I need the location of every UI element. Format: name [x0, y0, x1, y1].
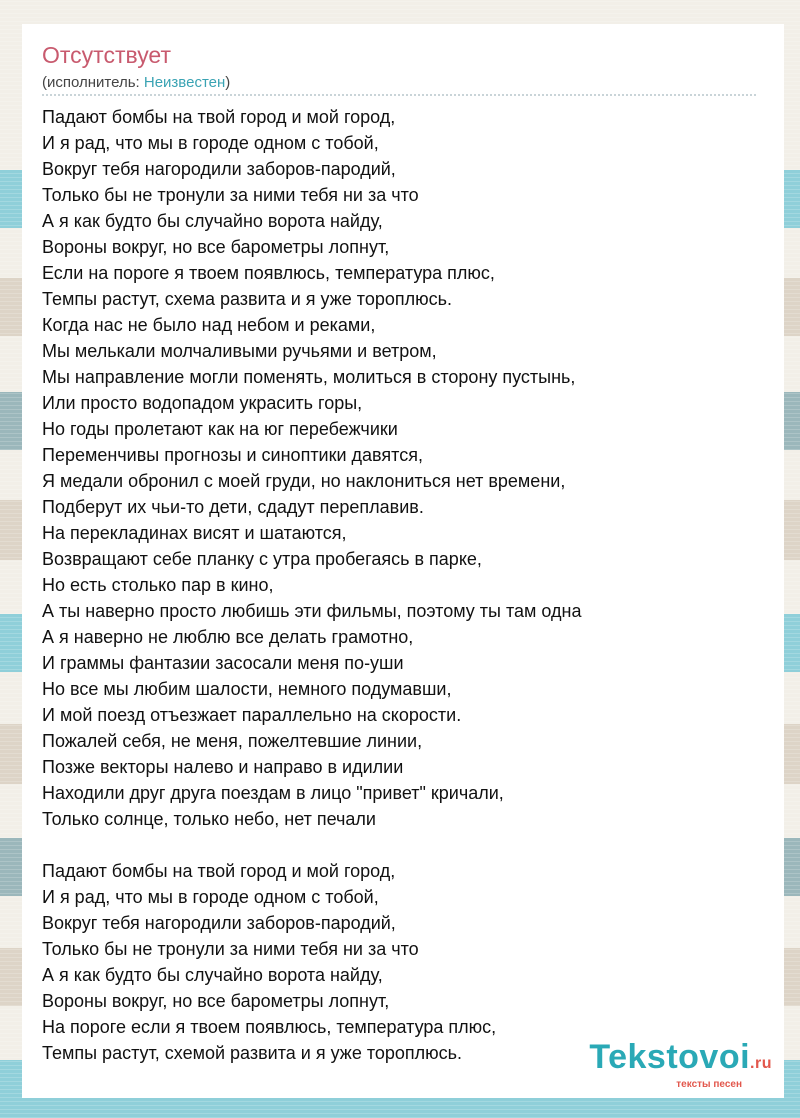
title-divider — [42, 94, 756, 96]
lyric-line: Темпы растут, схема развита и я уже тороплюсь. — [42, 289, 452, 309]
performer-link[interactable]: Неизвестен — [143, 74, 226, 91]
song-title: Отсутствует — [42, 42, 171, 68]
lyric-line: Подберут их чьи-то дети, сдадут переплавив. — [42, 497, 424, 517]
lyric-line: Только бы не тронули за ними тебя ни за что — [42, 185, 419, 205]
lyric-line: А ты наверно просто любишь эти фильмы, поэтому ты там одна — [42, 601, 582, 621]
lyric-line: И я рад, что мы в городе одном с тобой, — [42, 133, 379, 153]
lyric-line: И мой поезд отъезжает параллельно на скорости. — [42, 705, 462, 725]
performer-prefix: (исполнитель: — [42, 74, 144, 91]
lyric-line: Вороны вокруг, но все барометры лопнут, — [42, 237, 390, 257]
lyric-line: Позже векторы налево и направо в идилии — [42, 757, 404, 777]
lyric-line: Но все мы любим шалости, немного подумавши, — [42, 679, 452, 699]
lyric-line: Только бы не тронули за ними тебя ни за что — [42, 939, 419, 959]
lyric-line: Мы мелькали молчаливыми ручьями и ветром, — [42, 341, 437, 361]
lyric-line: Темпы растут, схемой развита и я уже тороплюсь. — [42, 1043, 463, 1063]
lyric-line: А я как будто бы случайно ворота найду, — [42, 965, 383, 985]
lyric-line: Когда нас не было над небом и реками, — [42, 315, 376, 335]
lyric-line: А я наверно не люблю все делать грамотно, — [42, 627, 414, 647]
lyric-line: Или просто водопадом украсить горы, — [42, 393, 363, 413]
lyrics-text — [42, 104, 762, 1066]
lyric-line: Вокруг тебя нагородили заборов-пародий, — [42, 159, 396, 179]
performer-line — [42, 74, 230, 91]
lyric-line: Переменчивы прогнозы и синоптики давятся, — [42, 445, 423, 465]
lyric-line: Падают бомбы на твой город и мой город, — [42, 107, 396, 127]
logo-tld: .ru — [750, 1055, 772, 1072]
lyric-line: На перекладинах висят и шатаются, — [42, 523, 347, 543]
lyric-line: Только солнце, только небо, нет печали — [42, 809, 376, 829]
lyric-line: Но годы пролетают как на юг перебежчики — [42, 419, 398, 439]
lyrics-card — [22, 24, 784, 1098]
lyric-line: Вороны вокруг, но все барометры лопнут, — [42, 991, 390, 1011]
site-logo[interactable] — [589, 1040, 772, 1090]
lyric-line: Находили друг друга поездам в лицо "привет" кричали, — [42, 783, 504, 803]
lyric-line: Я медали обронил с моей груди, но наклониться нет времени, — [42, 471, 566, 491]
lyric-line: Но есть столько пар в кино, — [42, 575, 274, 595]
lyric-line: И граммы фантазии засосали меня по-уши — [42, 653, 404, 673]
lyric-line: Если на пороге я твоем появлюсь, температура плюс, — [42, 263, 495, 283]
lyric-line: Возвращают себе планку с утра пробегаясь в парке, — [42, 549, 482, 569]
lyric-line: Мы направление могли поменять, молиться в сторону пустынь, — [42, 367, 576, 387]
lyric-line: На пороге если я твоем появлюсь, температура плюс, — [42, 1017, 497, 1037]
lyric-line: А я как будто бы случайно ворота найду, — [42, 211, 383, 231]
performer-suffix: ) — [225, 74, 231, 91]
lyric-line: Вокруг тебя нагородили заборов-пародий, — [42, 913, 396, 933]
lyric-line: И я рад, что мы в городе одном с тобой, — [42, 887, 379, 907]
logo-brand — [589, 1040, 772, 1081]
logo-brand-name: Tekstovoi — [589, 1038, 751, 1076]
lyric-line: Падают бомбы на твой город и мой город, — [42, 861, 396, 881]
stanza-gap — [42, 832, 762, 858]
lyric-line: Пожалей себя, не меня, пожелтевшие линии, — [42, 731, 423, 751]
logo-tagline: тексты песен — [676, 1079, 742, 1090]
